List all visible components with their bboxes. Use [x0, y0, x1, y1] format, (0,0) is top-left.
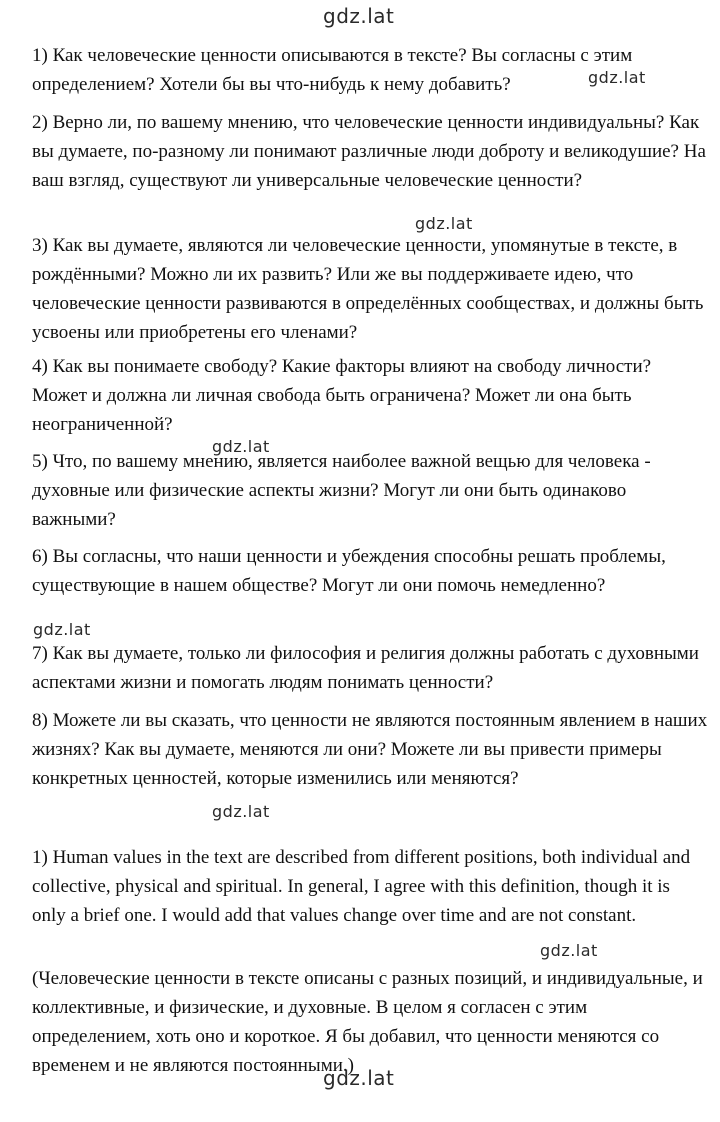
watermark-bottom: gdz.lat: [323, 1066, 395, 1090]
question-7: 7) Как вы думаете, только ли философия и религия должны работать с духовными аспектами жизни и помогать людям понимать ценности?: [32, 643, 699, 693]
watermark-inline: gdz.lat: [212, 802, 270, 821]
question-2: 2) Верно ли, по вашему мнению, что человеческие ценности индивидуальны? Как вы думаете, по-разному ли понимают различные люди доброту и великодушие? На ваш взгляд, существуют ли универсальные человеческие ценности?: [32, 112, 706, 191]
question-5: 5) Что, по вашему мнению, является наиболее важной вещью для человека - духовные или физические аспекты жизни? Могут ли они быть одинаково важными?: [32, 451, 651, 530]
watermark-inline: gdz.lat: [540, 941, 598, 960]
question-4: 4) Как вы понимаете свободу? Какие факторы влияют на свободу личности? Может и должна ли личная свобода быть ограничена? Может ли она быть неограниченной?: [32, 356, 652, 435]
question-8: 8) Можете ли вы сказать, что ценности не являются постоянным явлением в наших жизнях? Как вы думаете, меняются ли они? Можете ли вы привести примеры конкретных ценностей, которые изменились или меняются?: [32, 710, 708, 789]
watermark-inline: gdz.lat: [588, 68, 646, 87]
answer-english: 1) Human values in the text are described from different positions, both individual and collective, physical and spiritual. In general, I agree with this definition, though it is only a brief one. I would add that values change over time and are not constant.: [32, 847, 691, 926]
answer-russian: (Человеческие ценности в тексте описаны с разных позиций, и индивидуальные, и коллективные, и физические, и духовные. В целом я согласен с этим определением, хоть оно и короткое. Я бы добавил, что ценности меняются со временем и не являются постоянными.): [32, 968, 703, 1076]
question-1: 1) Как человеческие ценности описываются в тексте? Вы согласны с этим определением? Хотели бы вы что-нибудь к нему добавить?: [32, 45, 633, 95]
watermark-top: gdz.lat: [323, 4, 395, 28]
question-6: 6) Вы согласны, что наши ценности и убеждения способны решать проблемы, существующие в нашем обществе? Могут ли они помочь немедленно?: [32, 546, 666, 596]
watermark-inline: gdz.lat: [33, 620, 91, 639]
watermark-inline: gdz.lat: [415, 214, 473, 233]
question-3: 3) Как вы думаете, являются ли человеческие ценности, упомянутые в тексте, в рождёнными? Можно ли их развить? Или же вы поддерживаете идею, что человеческие ценности развиваются в определённых сообществах, и должны быть усвоены или приобретены его членами?: [32, 235, 704, 343]
watermark-inline: gdz.lat: [212, 437, 270, 456]
